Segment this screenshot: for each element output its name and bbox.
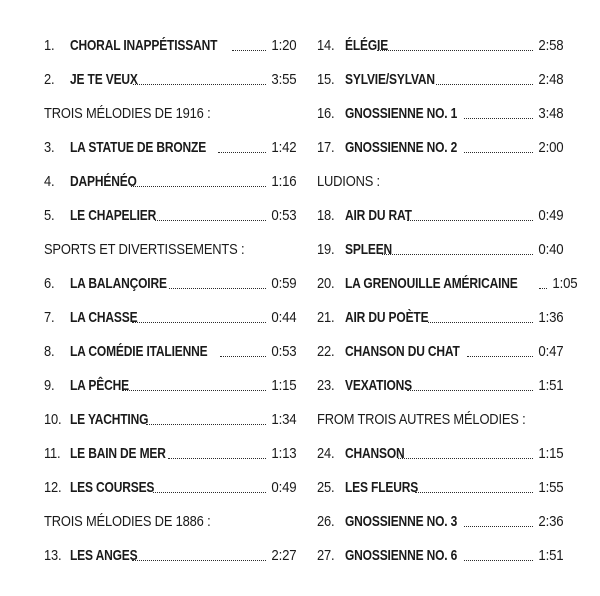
track-duration: 1:42 — [271, 138, 296, 156]
track-row — [44, 300, 296, 334]
track-number: 27. — [317, 546, 335, 564]
track-title: LA BALANÇOIRE — [70, 274, 167, 292]
track-title: LA PÊCHE — [70, 376, 129, 394]
track-duration: 1:51 — [538, 376, 563, 394]
track-number: 14. — [317, 36, 335, 54]
track-title: AIR DU POÈTE — [345, 308, 429, 326]
track-number: 25. — [317, 478, 335, 496]
track-title: LA GRENOUILLE AMÉRICAINE — [345, 274, 518, 292]
track-number: 19. — [317, 240, 335, 258]
track-row — [317, 266, 578, 300]
track-row — [317, 436, 563, 470]
tracklist-left-column — [44, 28, 296, 572]
track-duration: 0:53 — [271, 342, 296, 360]
track-title: LE YACHTING — [70, 410, 149, 428]
track-title: LA CHASSE — [70, 308, 138, 326]
track-row — [44, 198, 296, 232]
dot-leader — [464, 117, 533, 119]
track-number: 3. — [44, 138, 55, 156]
track-duration: 0:53 — [271, 206, 296, 224]
track-duration: 1:36 — [538, 308, 563, 326]
track-number: 2. — [44, 70, 55, 88]
track-title: LE BAIN DE MER — [70, 444, 166, 462]
dot-leader — [407, 219, 533, 221]
track-title: GNOSSIENNE NO. 2 — [345, 138, 458, 156]
track-duration: 2:48 — [538, 70, 563, 88]
track-number: 11. — [44, 444, 61, 462]
track-row — [44, 436, 296, 470]
track-row — [317, 334, 563, 368]
track-title: SYLVIE/SYLVAN — [345, 70, 435, 88]
track-duration: 0:49 — [271, 478, 296, 496]
track-duration: 2:58 — [538, 36, 563, 54]
track-number: 12. — [44, 478, 62, 496]
dot-leader — [133, 83, 266, 85]
track-row — [317, 538, 563, 572]
track-title: AIR DU RAT — [345, 206, 412, 224]
track-number: 16. — [317, 104, 335, 122]
dot-leader — [131, 185, 265, 187]
tracklist-right-column — [317, 28, 578, 572]
track-duration: 1:51 — [538, 546, 563, 564]
track-title: CHANSON — [345, 444, 405, 462]
section-heading: LUDIONS : — [317, 172, 380, 190]
track-number: 13. — [44, 546, 62, 564]
track-duration: 0:59 — [271, 274, 296, 292]
track-title: LA COMÉDIE ITALIENNE — [70, 342, 208, 360]
track-row — [317, 198, 563, 232]
dot-leader — [464, 525, 533, 527]
track-duration: 1:05 — [552, 274, 578, 292]
track-row — [317, 62, 563, 96]
track-row — [317, 300, 563, 334]
track-title: LA STATUE DE BRONZE — [70, 138, 207, 156]
dot-leader — [407, 389, 532, 391]
track-row — [44, 164, 296, 198]
track-title: GNOSSIENNE NO. 1 — [345, 104, 458, 122]
dot-leader — [464, 559, 533, 561]
track-number: 20. — [317, 274, 335, 292]
track-number: 10. — [44, 410, 62, 428]
dot-leader — [428, 321, 533, 323]
dot-leader — [132, 559, 265, 561]
track-duration: 1:15 — [271, 376, 296, 394]
track-number: 21. — [317, 308, 335, 326]
track-row — [44, 402, 296, 436]
track-title: CHORAL INAPPÉTISSANT — [70, 36, 218, 54]
dot-leader — [398, 457, 533, 459]
dot-leader — [467, 355, 533, 357]
track-title: SPLEEN — [345, 240, 393, 258]
track-number: 23. — [317, 376, 335, 394]
dot-leader — [153, 491, 265, 493]
track-row — [44, 538, 296, 572]
track-title: LES ANGES — [70, 546, 138, 564]
track-number: 6. — [44, 274, 55, 292]
track-number: 26. — [317, 512, 335, 530]
dot-leader — [146, 423, 266, 425]
track-row — [44, 62, 296, 96]
track-number: 8. — [44, 342, 55, 360]
dot-leader — [415, 491, 533, 493]
track-number: 5. — [44, 206, 55, 224]
track-title: JE TE VEUX — [70, 70, 138, 88]
dot-leader — [382, 253, 532, 255]
track-number: 4. — [44, 172, 55, 190]
track-duration: 0:40 — [538, 240, 563, 258]
dot-leader — [539, 287, 547, 289]
section-heading: FROM TROIS AUTRES MÉLODIES : — [317, 410, 526, 428]
dot-leader — [232, 49, 266, 51]
track-row — [44, 28, 296, 62]
track-title: LE CHAPELIER — [70, 206, 157, 224]
dot-leader — [377, 49, 532, 51]
dot-leader — [169, 287, 266, 289]
track-duration: 1:55 — [538, 478, 563, 496]
dot-leader — [155, 219, 265, 221]
track-title: GNOSSIENNE NO. 3 — [345, 512, 458, 530]
track-duration: 2:36 — [538, 512, 563, 530]
track-duration: 1:20 — [271, 36, 296, 54]
track-row — [44, 334, 296, 368]
track-title: LES COURSES — [70, 478, 155, 496]
track-title: DAPHÉNÉO — [70, 172, 137, 190]
track-row — [317, 130, 563, 164]
track-row — [317, 368, 563, 402]
track-duration: 0:49 — [538, 206, 563, 224]
dot-leader — [464, 151, 533, 153]
track-number: 15. — [317, 70, 335, 88]
track-duration: 2:00 — [538, 138, 563, 156]
track-duration: 2:27 — [271, 546, 296, 564]
track-duration: 0:47 — [538, 342, 563, 360]
track-duration: 1:15 — [538, 444, 563, 462]
track-number: 1. — [44, 36, 55, 54]
track-duration: 1:16 — [271, 172, 296, 190]
dot-leader — [218, 151, 266, 153]
section-heading: SPORTS ET DIVERTISSEMENTS : — [44, 240, 245, 258]
dot-leader — [436, 83, 533, 85]
track-title: ÉLÉGIE — [345, 36, 389, 54]
track-row — [317, 96, 563, 130]
track-number: 9. — [44, 376, 55, 394]
track-title: VEXATIONS — [345, 376, 413, 394]
track-row — [317, 504, 563, 538]
track-number: 24. — [317, 444, 335, 462]
track-row — [44, 368, 296, 402]
dot-leader — [122, 389, 266, 391]
section-heading: TROIS MÉLODIES DE 1886 : — [44, 512, 211, 530]
track-duration: 1:13 — [271, 444, 296, 462]
track-row — [317, 28, 563, 62]
track-row — [44, 470, 296, 504]
track-title: CHANSON DU CHAT — [345, 342, 460, 360]
dot-leader — [132, 321, 265, 323]
track-duration: 3:48 — [538, 104, 563, 122]
track-duration: 1:34 — [271, 410, 296, 428]
track-title: LES FLEURS — [345, 478, 419, 496]
dot-leader — [220, 355, 266, 357]
section-heading: TROIS MÉLODIES DE 1916 : — [44, 104, 211, 122]
track-number: 18. — [317, 206, 335, 224]
track-title: GNOSSIENNE NO. 6 — [345, 546, 458, 564]
track-number: 17. — [317, 138, 335, 156]
track-row — [317, 470, 563, 504]
dot-leader — [168, 457, 266, 459]
track-number: 22. — [317, 342, 335, 360]
track-duration: 3:55 — [271, 70, 296, 88]
track-row — [44, 130, 296, 164]
track-row — [317, 232, 563, 266]
track-duration: 0:44 — [271, 308, 296, 326]
track-row — [44, 266, 296, 300]
track-number: 7. — [44, 308, 55, 326]
